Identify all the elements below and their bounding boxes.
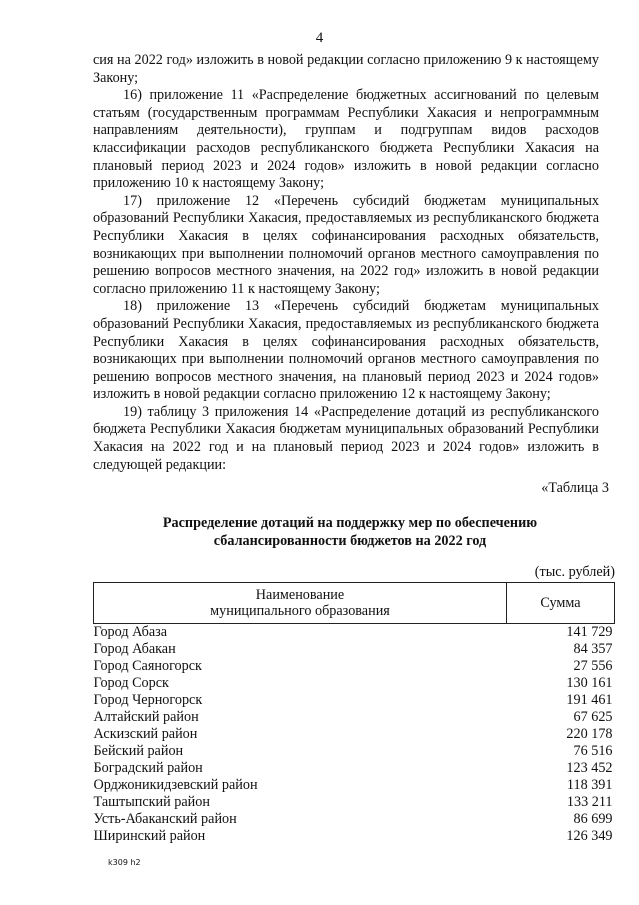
- table-row: [94, 828, 615, 845]
- table-header-row: [94, 583, 615, 624]
- table-row: [94, 777, 615, 794]
- municipality-name: Боградский район: [93, 760, 203, 776]
- municipality-name: Город Абаза: [93, 624, 168, 640]
- municipality-name: Бейский район: [93, 743, 184, 759]
- table-row: [94, 811, 615, 828]
- subsidy-amount: 123 452: [566, 760, 613, 776]
- subsidy-amount: 133 211: [566, 794, 613, 810]
- municipality-name: Город Черногорск: [93, 692, 203, 708]
- header-name: [94, 583, 507, 624]
- municipality-name: Аскизский район: [93, 726, 198, 742]
- subsidy-amount: 84 357: [573, 641, 613, 657]
- header-name-line-1: Наименование: [255, 587, 345, 603]
- subsidy-amount: 118 391: [566, 777, 613, 793]
- paragraph-item-19: 19) таблицу 3 приложения 14 «Распределение дотаций из республиканского бюджета Республики Хакасия бюджетам муниципальных образований Республики Хакасия на 2022 год и на плановый период 2023 и 2024 годов» изложить в следующей редакции:: [93, 403, 599, 473]
- municipality-name: Усть-Абаканский район: [93, 811, 237, 827]
- subsidy-amount: 67 625: [573, 709, 613, 725]
- subsidy-amount: 76 516: [573, 743, 613, 759]
- table-row: [94, 743, 615, 760]
- body-text: [93, 52, 599, 474]
- subsidy-amount: 191 461: [566, 692, 613, 708]
- table-row: [94, 709, 615, 726]
- subsidy-amount: 126 349: [566, 828, 613, 844]
- header-sum: Сумма: [507, 583, 615, 624]
- header-name-line-2: муниципального образования: [210, 603, 390, 619]
- subsidy-amount: 86 699: [573, 811, 613, 827]
- table-row: [94, 624, 615, 642]
- paragraph-item-17: 17) приложение 12 «Перечень субсидий бюджетам муниципальных образований Республики Хакасия, предоставляемых из республиканского бюджета Республики Хакасия в целях софинансирования расходных обязательств, возникающих при выполнении полномочий органов местного самоуправления по решению вопросов местного значения, на 2022 год» изложить в новой редакции согласно приложению 11 к настоящему Закону;: [93, 192, 599, 297]
- unit-label: (тыс. рублей): [534, 564, 615, 580]
- paragraph-continuation: сия на 2022 год» изложить в новой редакции согласно приложению 9 к настоящему Закону;: [93, 52, 599, 86]
- footer-code: k309 h2: [108, 858, 141, 867]
- table-title-line-1: Распределение дотаций на поддержку мер по обеспечению: [162, 515, 538, 531]
- table-row: [94, 658, 615, 675]
- paragraph-item-16: 16) приложение 11 «Распределение бюджетных ассигнований по целевым статьям (государственным программам Республики Хакасия и непрограммным направлениям деятельности), группам и подгруппам видов расходов классификации расходов республиканского бюджета Республики Хакасия на плановый период 2023 и 2024 годов» изложить в новой редакции согласно приложению 10 к настоящему Закону;: [93, 87, 599, 192]
- table-title: [100, 514, 600, 550]
- municipality-name: Таштыпский район: [93, 794, 210, 810]
- table-body: [94, 624, 615, 846]
- municipality-name: Алтайский район: [93, 709, 199, 725]
- subsidy-table: [93, 582, 615, 845]
- municipality-name: Город Саяногорск: [93, 658, 202, 674]
- table-label: «Таблица 3: [541, 480, 609, 496]
- subsidy-amount: 220 178: [566, 726, 613, 742]
- municipality-name: Ширинский район: [93, 828, 206, 844]
- table-row: [94, 675, 615, 692]
- subsidy-amount: 130 161: [566, 675, 613, 691]
- table-row: [94, 692, 615, 709]
- paragraph-item-18: 18) приложение 13 «Перечень субсидий бюджетам муниципальных образований Республики Хакасия, предоставляемых из республиканского бюджета Республики Хакасия в целях софинансирования расходных обязательств, возникающих при выполнении полномочий органов местного самоуправления по решению вопросов местного значения, на плановый период 2023 и 2024 годов» изложить в новой редакции согласно приложению 12 к настоящему Закону;: [93, 298, 599, 403]
- table-row: [94, 760, 615, 777]
- page-number: 4: [315, 30, 324, 46]
- table-row: [94, 641, 615, 658]
- subsidy-amount: 141 729: [566, 624, 613, 640]
- subsidy-amount: 27 556: [573, 658, 613, 674]
- municipality-name: Город Абакан: [93, 641, 176, 657]
- table-row: [94, 726, 615, 743]
- municipality-name: Орджоникидзевский район: [93, 777, 258, 793]
- table-title-line-2: сбалансированности бюджетов на 2022 год: [213, 533, 487, 549]
- table-row: [94, 794, 615, 811]
- municipality-name: Город Сорск: [93, 675, 169, 691]
